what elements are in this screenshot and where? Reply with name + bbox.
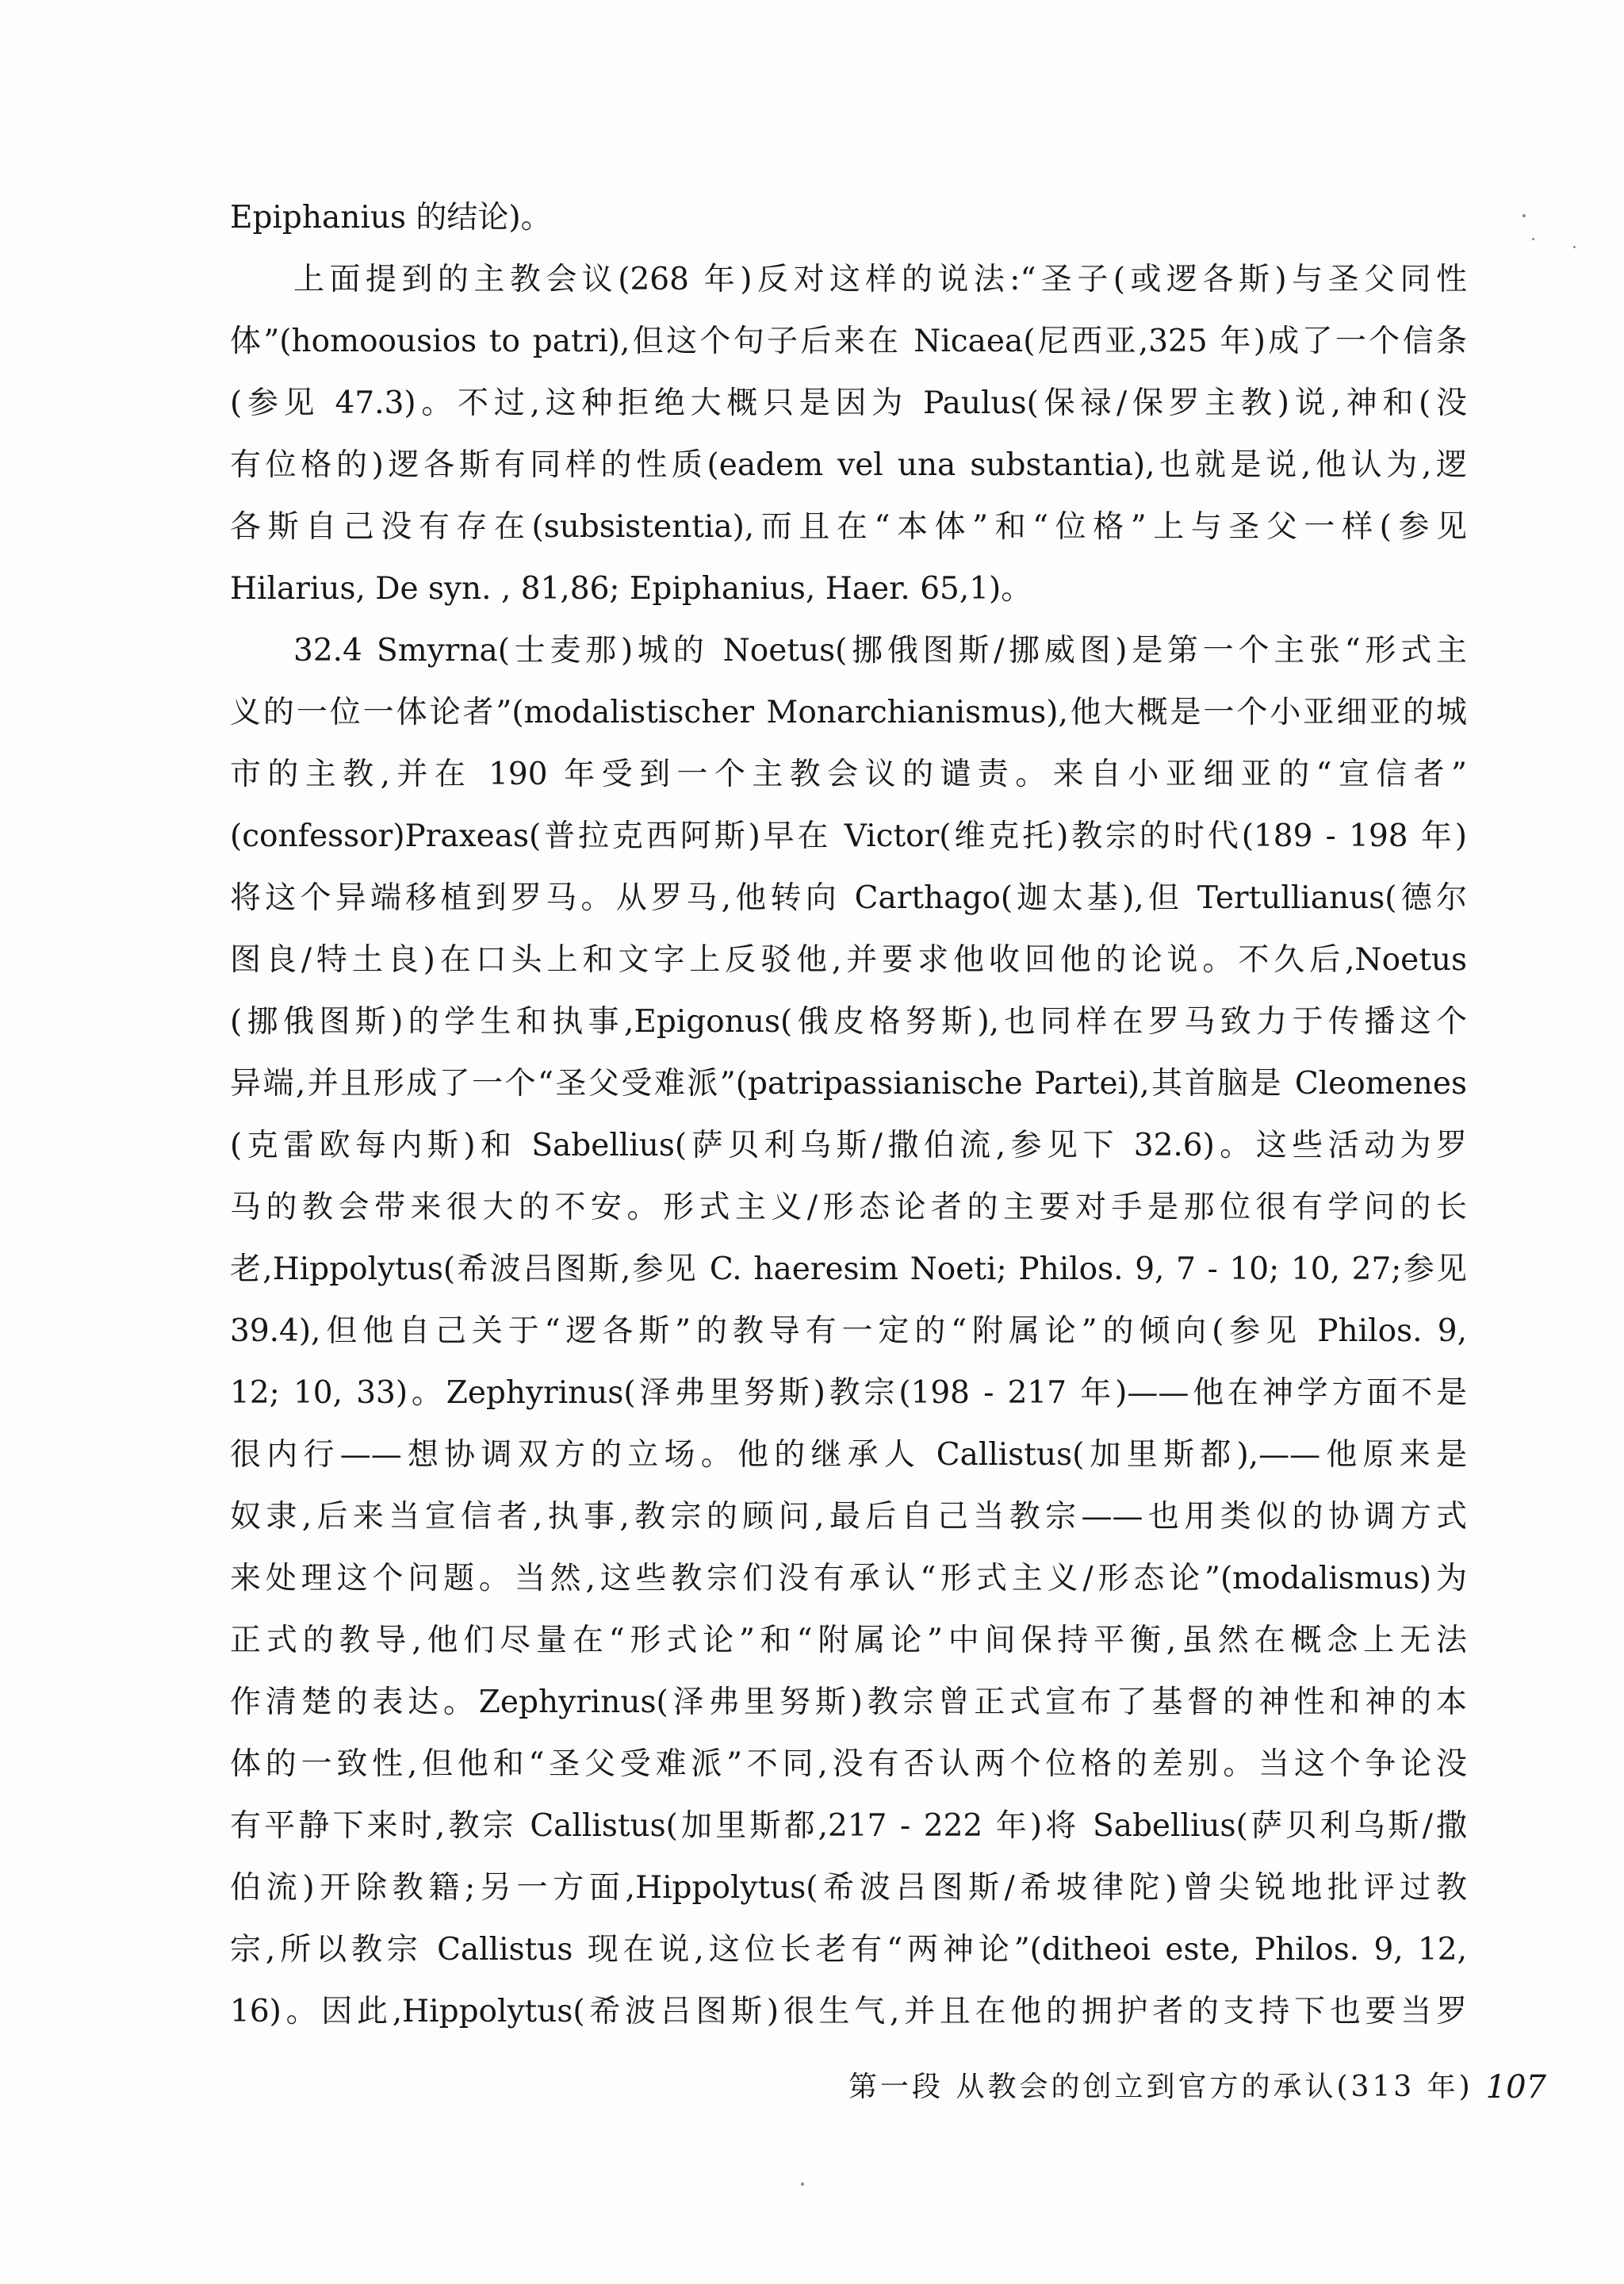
scan-speck <box>1573 246 1576 248</box>
text-line: (confessor)Praxeas(普拉克西阿斯)早在 Victor(维克托)教宗的时代(189 - 198 年) <box>230 818 1467 854</box>
text-line: 体的一致性,但他和“圣父受难派”不同,没有否认两个位格的差别。当这个争论没 <box>230 1746 1467 1782</box>
text-line: 来处理这个问题。当然,这些教宗们没有承认“形式主义/形态论”(modalismus)为 <box>230 1561 1467 1596</box>
scan-speck <box>1532 238 1534 240</box>
text-line: 16)。因此,Hippolytus(希波吕图斯)很生气,并且在他的拥护者的支持下也要当罗 <box>230 1994 1467 2029</box>
text-line: 图良/特土良)在口头上和文字上反驳他,并要求他收回他的论说。不久后,Noetus <box>230 942 1467 978</box>
running-head: 第一段 从教会的创立到官方的承认(313 年) <box>848 2071 1473 2103</box>
text-line: (参见 47.3)。不过,这种拒绝大概只是因为 Paulus(保禄/保罗主教)说,神和(没 <box>230 385 1467 421</box>
text-line: Epiphanius 的结论)。 <box>230 200 552 236</box>
page-number: 107 <box>1485 2069 1546 2106</box>
text-line: 有位格的)逻各斯有同样的性质(eadem vel una substantia),也就是说,他认为,逻 <box>230 447 1467 483</box>
text-line: 作清楚的表达。Zephyrinus(泽弗里努斯)教宗曾正式宣布了基督的神性和神的本 <box>230 1684 1467 1720</box>
text-line: 上面提到的主教会议(268 年)反对这样的说法:“圣子(或逻各斯)与圣父同性 <box>293 262 1467 297</box>
text-line: 各斯自己没有存在(subsistentia),而且在“本体”和“位格”上与圣父一样(参见 <box>230 509 1467 545</box>
text-line: (挪俄图斯)的学生和执事,Epigonus(俄皮格努斯),也同样在罗马致力于传播这个 <box>230 1004 1467 1040</box>
text-line: 39.4),但他自己关于“逻各斯”的教导有一定的“附属论”的倾向(参见 Philos. 9, <box>230 1313 1467 1349</box>
text-line: 正式的教导,他们尽量在“形式论”和“附属论”中间保持平衡,虽然在概念上无法 <box>230 1623 1467 1658</box>
text-line: (克雷欧每内斯)和 Sabellius(萨贝利乌斯/撒伯流,参见下 32.6)。这些活动为罗 <box>230 1128 1467 1163</box>
page-footer <box>848 2065 1546 2110</box>
text-line: 马的教会带来很大的不安。形式主义/形态论者的主要对手是那位很有学问的长 <box>230 1190 1467 1225</box>
scan-speck <box>801 2182 804 2186</box>
text-line: 很内行——想协调双方的立场。他的继承人 Callistus(加里斯都),——他原来是 <box>230 1437 1467 1473</box>
text-line: Hilarius, De syn. , 81,86; Epiphanius, Haer. 65,1)。 <box>230 571 1032 607</box>
scan-speck <box>1522 214 1526 217</box>
text-line: 市的主教,并在 190 年受到一个主教会议的谴责。来自小亚细亚的“宣信者” <box>230 757 1467 792</box>
text-line: 体”(homoousios to patri),但这个句子后来在 Nicaea(尼西亚,325 年)成了一个信条 <box>230 324 1467 359</box>
text-line: 异端,并且形成了一个“圣父受难派”(patripassianische Partei),其首脑是 Cleomenes <box>230 1066 1467 1102</box>
text-line: 义的一位一体论者”(modalistischer Monarchianismus),他大概是一个小亚细亚的城 <box>230 695 1467 730</box>
body-text <box>230 187 1467 2043</box>
text-line: 宗,所以教宗 Callistus 现在说,这位长老有“两神论”(ditheoi este, Philos. 9, 12, <box>230 1932 1467 1968</box>
text-line: 32.4 Smyrna(士麦那)城的 Noetus(挪俄图斯/挪威图)是第一个主张“形式主 <box>293 633 1467 669</box>
text-line: 奴隶,后来当宣信者,执事,教宗的顾问,最后自己当教宗——也用类似的协调方式 <box>230 1499 1467 1535</box>
text-line: 老,Hippolytus(希波吕图斯,参见 C. haeresim Noeti; Philos. 9, 7 - 10; 10, 27;参见 <box>230 1251 1467 1287</box>
text-line: 12; 10, 33)。Zephyrinus(泽弗里努斯)教宗(198 - 217 年)——他在神学方面不是 <box>230 1375 1467 1411</box>
text-line: 有平静下来时,教宗 Callistus(加里斯都,217 - 222 年)将 Sabellius(萨贝利乌斯/撒 <box>230 1808 1467 1844</box>
text-line: 将这个异端移植到罗马。从罗马,他转向 Carthago(迦太基),但 Tertullianus(德尔 <box>230 880 1467 916</box>
text-line: 伯流)开除教籍;另一方面,Hippolytus(希波吕图斯/希坡律陀)曾尖锐地批评过教 <box>230 1870 1467 1906</box>
